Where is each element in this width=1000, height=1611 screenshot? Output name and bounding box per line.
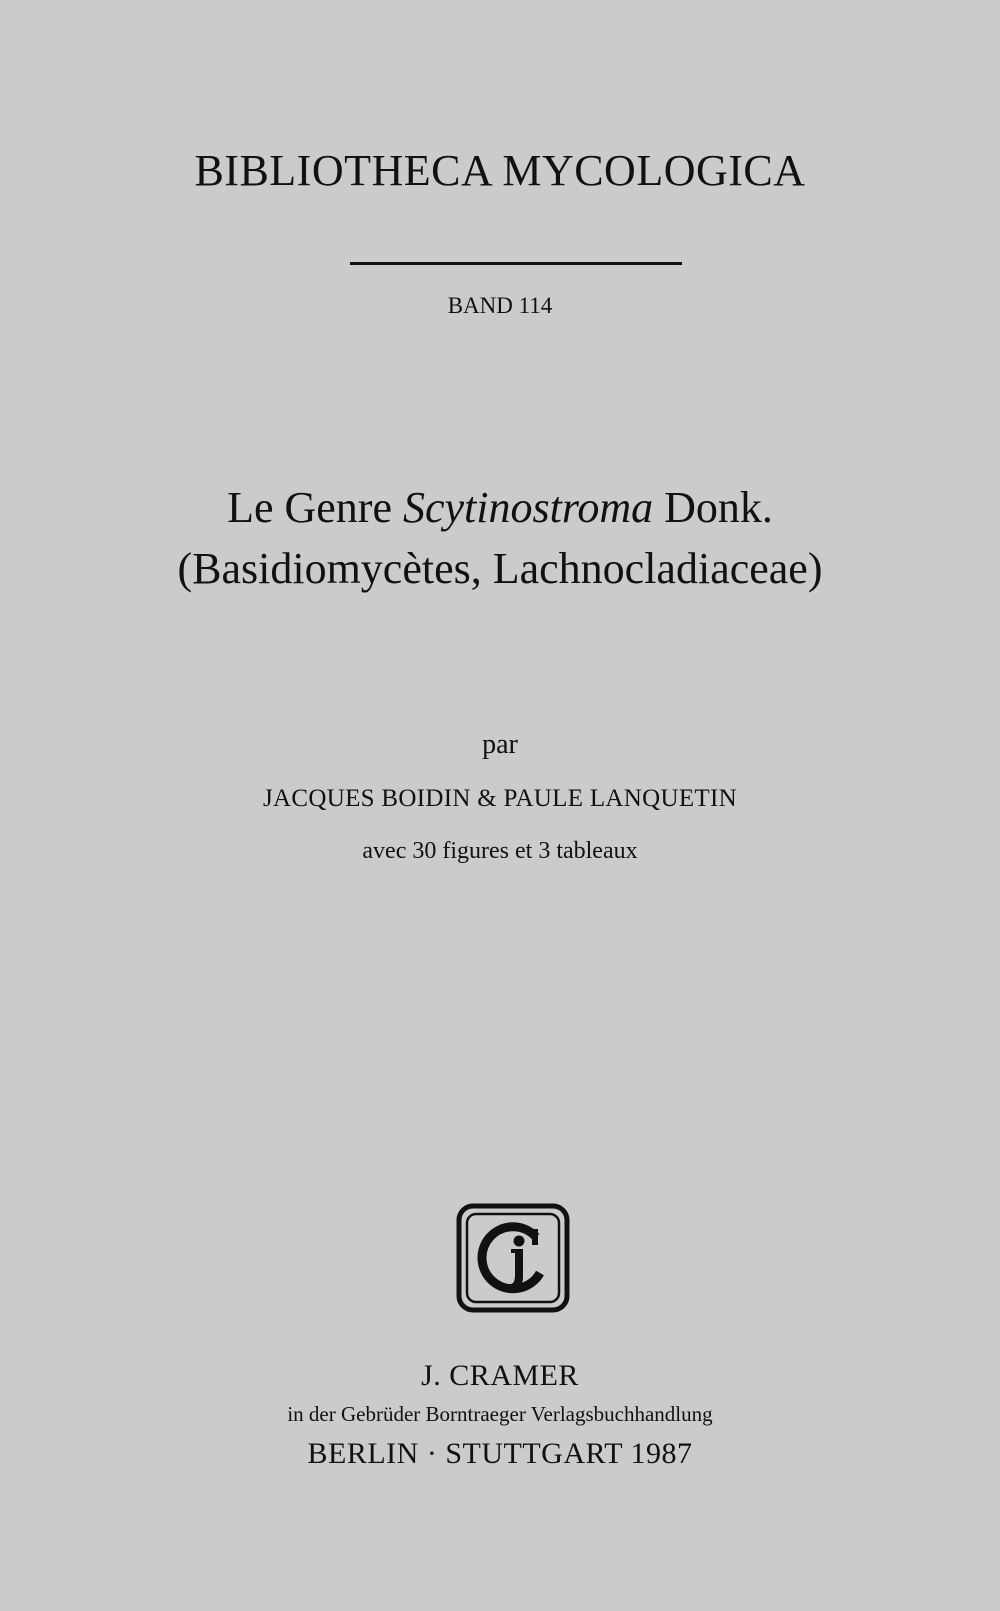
publisher-logo-icon (456, 1203, 570, 1313)
book-title-suffix: Donk. (653, 483, 773, 532)
series-divider (350, 262, 682, 265)
book-title (0, 482, 1000, 534)
figures-note: avec 30 figures et 3 tableaux (362, 838, 638, 864)
series-title: BIBLIOTHECA MYCOLOGICA (194, 146, 806, 195)
publisher-imprint: in der Gebrüder Borntraeger Verlagsbuchhandlung (287, 1402, 713, 1426)
authors: JACQUES BOIDIN & PAULE LANQUETIN (263, 785, 737, 812)
book-title-genus: Scytinostroma (403, 483, 654, 532)
place-and-year: BERLIN · STUTTGART 1987 (307, 1437, 693, 1470)
book-title-prefix: Le Genre (227, 483, 403, 532)
byline-par: par (482, 729, 518, 760)
volume-number: BAND 114 (447, 293, 553, 318)
publisher-name: J. CRAMER (421, 1359, 579, 1392)
book-subtitle: (Basidiomycètes, Lachnocladiaceae) (177, 544, 823, 593)
